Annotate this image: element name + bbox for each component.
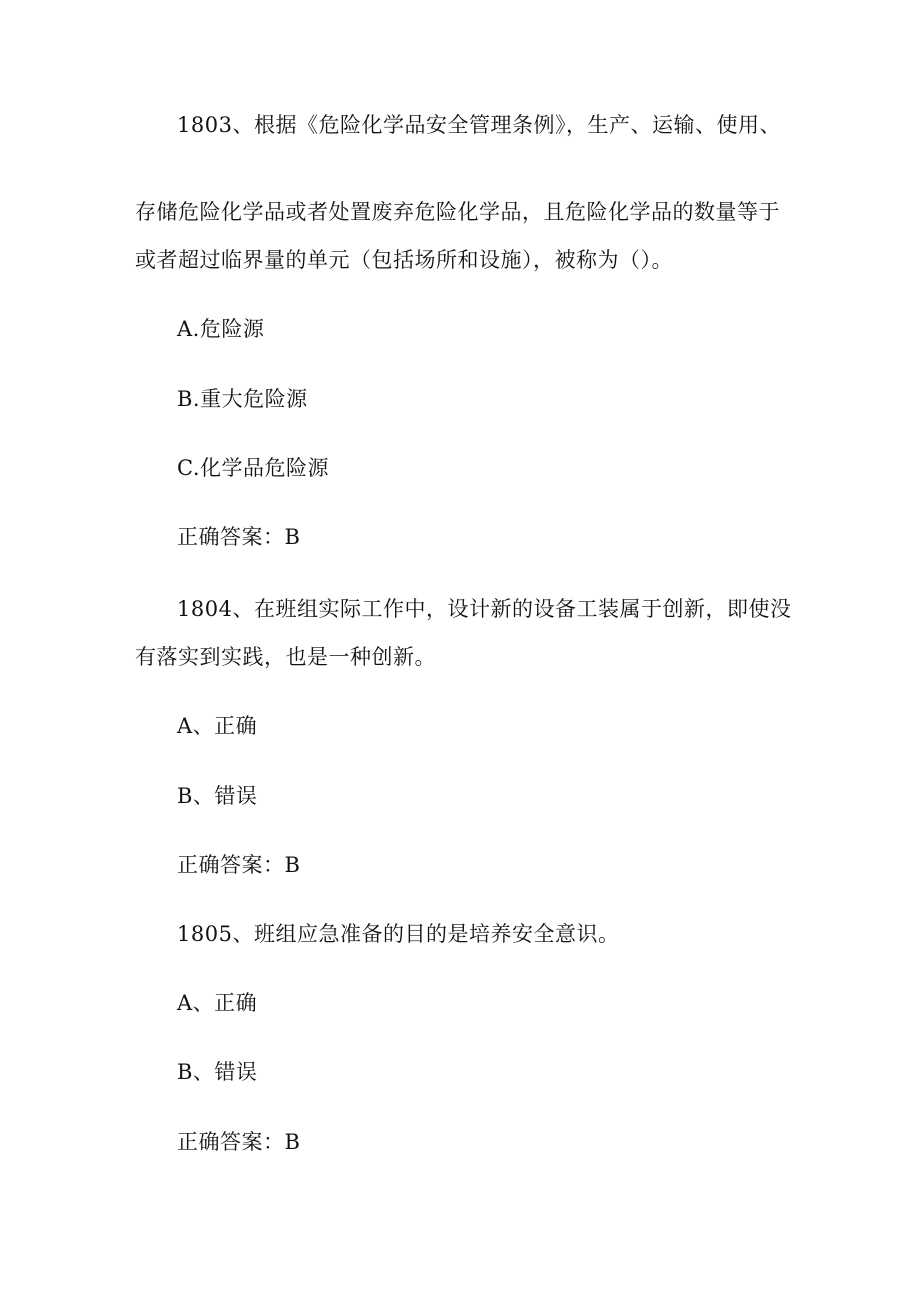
question-1804-option-a: A、正确 — [177, 714, 258, 738]
question-1803-stem-line-2: 存储危险化学品或者处置废弃危险化学品，且危险化学品的数量等于 — [135, 200, 780, 224]
question-1804-answer: 正确答案：B — [177, 853, 301, 877]
question-1805-option-a: A、正确 — [177, 991, 258, 1015]
question-1805-option-b: B、错误 — [177, 1060, 258, 1084]
question-1804-stem-line-2: 有落实到实践，也是一种创新。 — [135, 645, 436, 669]
question-1805-answer: 正确答案：B — [177, 1130, 301, 1154]
question-1803-option-a: A.危险源 — [177, 317, 265, 341]
question-1805-stem-line-1: 1805、班组应急准备的目的是培养安全意识。 — [177, 922, 620, 946]
question-1803-option-b: B.重大危险源 — [177, 387, 308, 411]
question-1803-option-c: C.化学品危险源 — [177, 456, 329, 480]
question-1803-answer: 正确答案：B — [177, 525, 301, 549]
question-1804-option-b: B、错误 — [177, 784, 258, 808]
question-1803-stem-line-1: 1803、根据《危险化学品安全管理条例》，生产、运输、使用、 — [177, 113, 781, 137]
question-1804-stem-line-1: 1804、在班组实际工作中，设计新的设备工装属于创新，即使没 — [177, 597, 792, 621]
question-1803-stem-line-3: 或者超过临界量的单元（包括场所和设施），被称为（）。 — [135, 248, 673, 272]
